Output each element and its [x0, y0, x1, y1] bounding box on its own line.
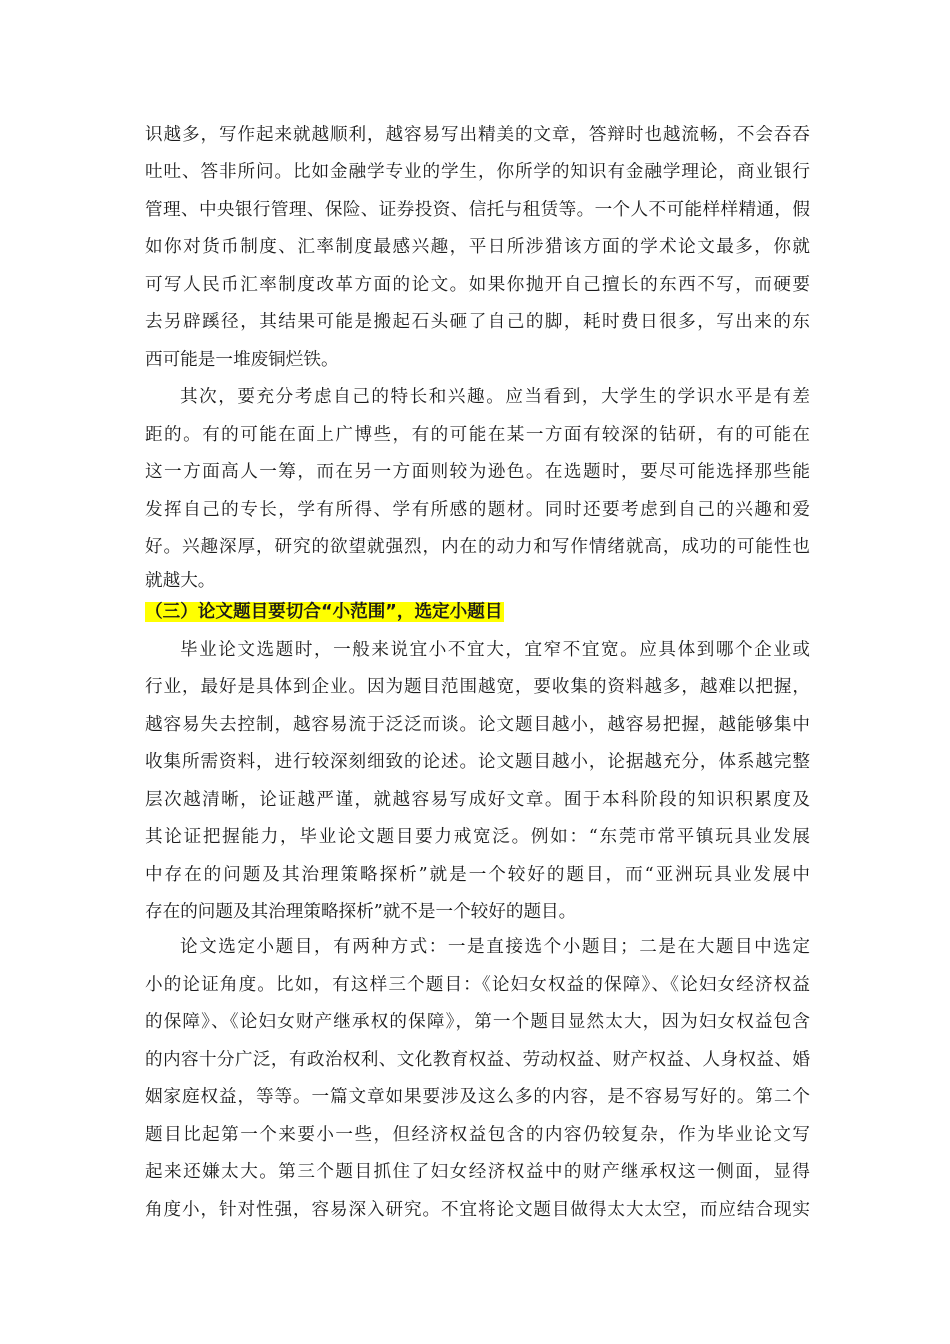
paragraph-3-line: 收集所需资料，进行较深刻细致的论述。论文题目越小，论据越充分，体系越完整	[145, 752, 810, 772]
paragraph-2-line: 发挥自己的专长，学有所得、学有所感的题材。同时还要考虑到自己的兴趣和爱	[145, 500, 810, 520]
paragraph-2-line: 好。兴趣深厚，研究的欲望就强烈，内在的动力和写作情绪就高，成功的可能性也	[145, 537, 810, 557]
paragraph-2-line: 其次，要充分考虑自己的特长和兴趣。应当看到，大学生的学识水平是有差	[180, 387, 810, 407]
paragraph-1-line: 吐吐、答非所问。比如金融学专业的学生，你所学的知识有金融学理论，商业银行	[145, 162, 810, 182]
paragraph-3-line: 越容易失去控制，越容易流于泛泛而谈。论文题目越小，越容易把握，越能够集中	[145, 715, 810, 735]
paragraph-3-line: 其论证把握能力，毕业论文题目要力戒宽泛。例如：“东莞市常平镇玩具业发展	[145, 827, 810, 847]
paragraph-1-line: 去另辟蹊径，其结果可能是搬起石头砸了自己的脚，耗时费日很多，写出来的东	[145, 312, 810, 332]
paragraph-4-line: 起来还嫌太大。第三个题目抓住了妇女经济权益中的财产继承权这一侧面，显得	[145, 1162, 810, 1182]
paragraph-1-line: 识越多，写作起来就越顺利，越容易写出精美的文章，答辩时也越流畅，不会吞吞	[145, 125, 810, 145]
paragraph-4-line: 的内容十分广泛，有政治权利、文化教育权益、劳动权益、财产权益、人身权益、婚	[145, 1050, 810, 1070]
paragraph-2-line: 这一方面高人一筹，而在另一方面则较为逊色。在选题时，要尽可能选择那些能	[145, 462, 810, 482]
paragraph-3-line: 行业，最好是具体到企业。因为题目范围越宽，要收集的资料越多，越难以把握，	[145, 677, 810, 697]
paragraph-1-line: 可写人民币汇率制度改革方面的论文。如果你抛开自己擅长的东西不写，而硬要	[145, 275, 810, 295]
paragraph-4-line: 题目比起第一个来要小一些，但经济权益包含的内容仍较复杂，作为毕业论文写	[145, 1125, 810, 1145]
paragraph-4-line: 姻家庭权益，等等。一篇文章如果要涉及这么多的内容，是不容易写好的。第二个	[145, 1087, 810, 1107]
section-heading	[145, 597, 504, 627]
paragraph-1-line: 如你对货币制度、汇率制度最感兴趣，平日所涉猎该方面的学术论文最多，你就	[145, 237, 810, 257]
section-heading-text: （三）论文题目要切合“小范围”，选定小题目	[145, 602, 503, 622]
paragraph-3-line: 中存在的问题及其治理策略探析”就是一个较好的题目，而“亚洲玩具业发展中	[145, 865, 810, 885]
paragraph-4-line: 的保障》、《论妇女财产继承权的保障》，第一个题目显然太大，因为妇女权益包含	[145, 1012, 810, 1032]
paragraph-4-line: 论文选定小题目，有两种方式：一是直接选个小题目；二是在大题目中选定	[180, 937, 810, 957]
paragraph-4-line: 角度小，针对性强，容易深入研究。不宜将论文题目做得太大太空，而应结合现实	[145, 1200, 810, 1220]
paragraph-1-line: 西可能是一堆废铜烂铁。	[145, 350, 339, 370]
paragraph-3-line: 毕业论文选题时，一般来说宜小不宜大，宜窄不宜宽。应具体到哪个企业或	[180, 640, 810, 660]
paragraph-4-line: 小的论证角度。比如，有这样三个题目：《论妇女权益的保障》、《论妇女经济权益	[145, 975, 810, 995]
paragraph-2-line: 距的。有的可能在面上广博些，有的可能在某一方面有较深的钻研，有的可能在	[145, 425, 810, 445]
paragraph-3-line: 存在的问题及其治理策略探析”就不是一个较好的题目。	[145, 902, 577, 922]
paragraph-2-line: 就越大。	[145, 571, 216, 591]
paragraph-1-line: 管理、中央银行管理、保险、证券投资、信托与租赁等。一个人不可能样样精通，假	[145, 200, 810, 220]
paragraph-3-line: 层次越清晰，论证越严谨，就越容易写成好文章。囿于本科阶段的知识积累度及	[145, 790, 810, 810]
